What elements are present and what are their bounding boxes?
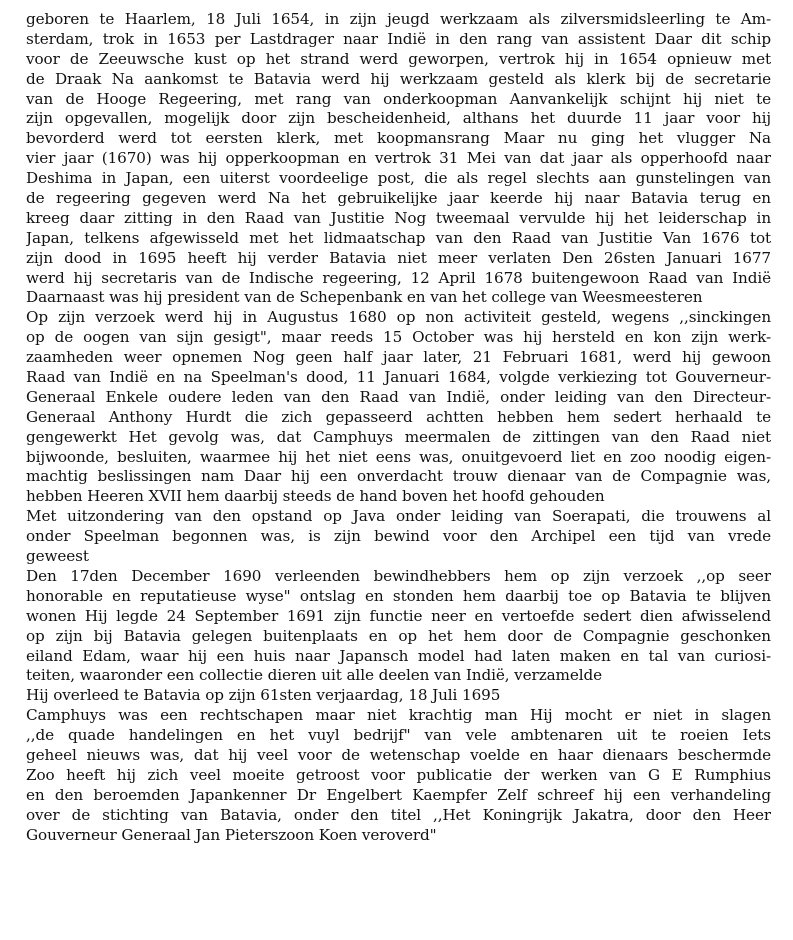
text-line: Generaal Enkele oudere leden van den Raad van Indië, onder leiding van den Directeur- bbox=[26, 387, 771, 406]
text-line: honorable en reputatieuse wyse" ontslag en stonden hem daarbij toe op Batavia te blijven bbox=[26, 586, 771, 605]
text-line: Daarnaast was hij president van de Schepenbank en van het college van Weesmeesteren bbox=[26, 288, 703, 307]
text-line: op de oogen van sijn gesigt", maar reeds 15 October was hij hersteld en kon zijn werk- bbox=[26, 328, 771, 347]
text-line: kreeg daar zitting in den Raad van Justitie Nog tweemaal vervulde hij het leiderschap in bbox=[26, 208, 771, 227]
text-line: geheel nieuws was, dat hij veel voor de wetenschap voelde en haar dienaars beschermde bbox=[26, 745, 771, 764]
text-line: bevorderd werd tot eersten klerk, met koopmansrang Maar nu ging het vlugger Na bbox=[26, 129, 771, 148]
text-line: op zijn bij Batavia gelegen buitenplaats en op het hem door de Compagnie geschonken bbox=[26, 626, 771, 645]
document-page bbox=[26, 10, 771, 845]
text-line: onder Speelman begonnen was, is zijn bewind voor den Archipel een tijd van vrede bbox=[26, 527, 771, 546]
document-text-block bbox=[26, 10, 771, 845]
text-line: Op zijn verzoek werd hij in Augustus 1680 op non activiteit gesteld, wegens ,,sinckingen bbox=[26, 308, 771, 327]
text-line: vier jaar (1670) was hij opperkoopman en vertrok 31 Mei van dat jaar als opperhoofd naar bbox=[26, 149, 771, 168]
text-line: Hij overleed te Batavia op zijn 61sten verjaardag, 18 Juli 1695 bbox=[26, 686, 501, 705]
text-line: Zoo heeft hij zich veel moeite getroost voor publicatie der werken van G E Rumphius bbox=[26, 765, 771, 784]
text-line: Gouverneur Generaal Jan Pieterszoon Koen veroverd" bbox=[26, 825, 437, 844]
text-line: wonen Hij legde 24 September 1691 zijn functie neer en vertoefde sedert dien afwisselend bbox=[26, 606, 771, 625]
text-line: ,,de quade handelingen en het vuyl bedrijf" van vele ambtenaren uit te roeien Iets bbox=[26, 726, 771, 745]
text-line: zijn dood in 1695 heeft hij verder Batavia niet meer verlaten Den 26sten Januari 1677 bbox=[26, 248, 771, 267]
text-line: sterdam, trok in 1653 per Lastdrager naar Indië in den rang van assistent Daar dit schip bbox=[26, 29, 771, 48]
text-line: en den beroemden Japankenner Dr Engelbert Kaempfer Zelf schreef hij een verhandeling bbox=[26, 785, 771, 804]
text-line: werd hij secretaris van de Indische regeering, 12 April 1678 buitengewoon Raad van Indië bbox=[26, 268, 771, 287]
text-line: Deshima in Japan, een uiterst voordeelige post, die als regel slechts aan gunstelingen van bbox=[26, 169, 771, 188]
text-line: machtig beslissingen nam Daar hij een onverdacht trouw dienaar van de Compagnie was, bbox=[26, 467, 771, 486]
text-line: eiland Edam, waar hij een huis naar Japansch model had laten maken en tal van curiosi- bbox=[26, 646, 771, 665]
text-line: Japan, telkens afgewisseld met het lidmaatschap van den Raad van Justitie Van 1676 tot bbox=[26, 228, 771, 247]
text-line: over de stichting van Batavia, onder den titel ,,Het Koningrijk Jakatra, door den Heer bbox=[26, 805, 771, 824]
text-line: gengewerkt Het gevolg was, dat Camphuys meermalen de zittingen van den Raad niet bbox=[26, 427, 771, 446]
text-line: de Draak Na aankomst te Batavia werd hij werkzaam gesteld als klerk bij de secretarie bbox=[26, 69, 771, 88]
text-line: zijn opgevallen, mogelijk door zijn bescheidenheid, althans het duurde 11 jaar voor hij bbox=[26, 109, 771, 128]
text-line: teiten, waaronder een collectie dieren uit alle deelen van Indië, verzamelde bbox=[26, 666, 603, 685]
text-line: Generaal Anthony Hurdt die zich gepasseerd achtten hebben hem sedert herhaald te bbox=[26, 407, 771, 426]
text-line: bijwoonde, besluiten, waarmee hij het niet eens was, onuitgevoerd liet en zoo noodig eigen- bbox=[26, 447, 771, 466]
text-line: de regeering gegeven werd Na het gebruikelijke jaar keerde hij naar Batavia terug en bbox=[26, 189, 771, 208]
text-line: zaamheden weer opnemen Nog geen half jaar later, 21 Februari 1681, werd hij gewoon bbox=[26, 348, 771, 367]
text-line: hebben Heeren XVII hem daarbij steeds de hand boven het hoofd gehouden bbox=[26, 487, 605, 506]
text-line: Met uitzondering van den opstand op Java onder leiding van Soerapati, die trouwens al bbox=[26, 507, 771, 526]
text-line: van de Hooge Regeering, met rang van onderkoopman Aanvankelijk schijnt hij niet te bbox=[26, 89, 771, 108]
text-line: geboren te Haarlem, 18 Juli 1654, in zijn jeugd werkzaam als zilversmidsleerling te Am- bbox=[26, 10, 771, 28]
text-line: Den 17den December 1690 verleenden bewindhebbers hem op zijn verzoek ,,op seer bbox=[26, 566, 771, 585]
text-line: Raad van Indië en na Speelman's dood, 11 Januari 1684, volgde verkiezing tot Gouverneur- bbox=[26, 368, 771, 387]
text-line: voor de Zeeuwsche kust op het strand werd geworpen, vertrok hij in 1654 opnieuw met bbox=[26, 49, 771, 68]
text-line: geweest bbox=[26, 547, 89, 566]
text-line: Camphuys was een rechtschapen maar niet krachtig man Hij mocht er niet in slagen bbox=[26, 706, 771, 725]
